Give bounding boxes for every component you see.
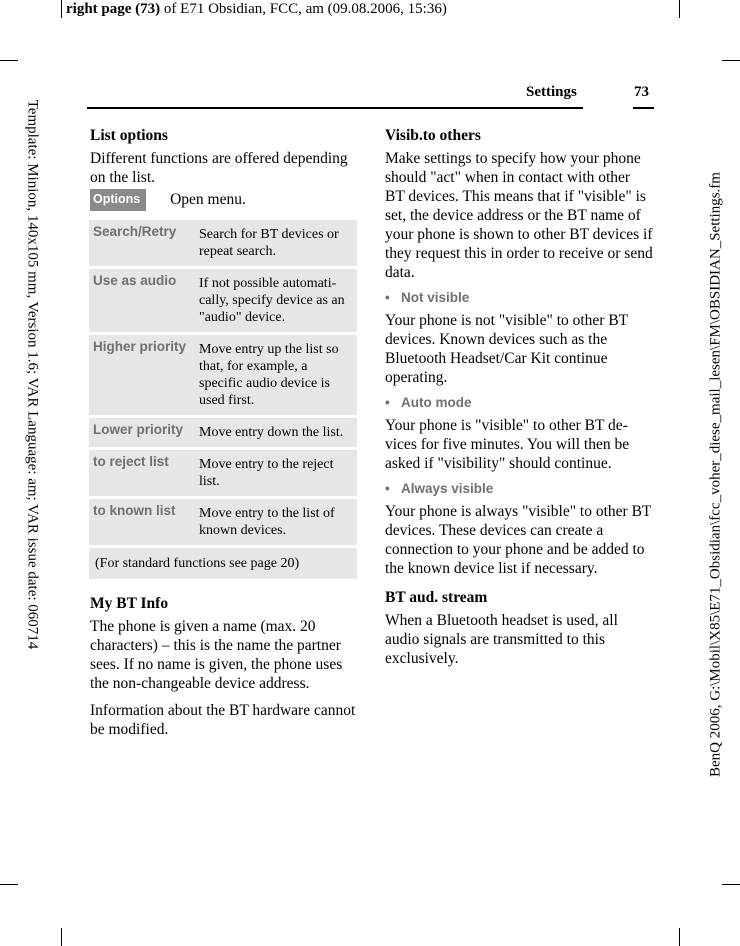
crop-mark [722,60,740,61]
crop-mark [61,928,62,946]
visib-intro: Make settings to specify how your phone should "act" when in contact with other BT devices. This means that if "visible" is set, the device address or the BT name of your phone is shown to other BT devices if they request this in order to receive or send data. [385,150,653,281]
running-title: Settings [526,84,577,100]
header-rule [87,107,654,109]
option-auto-mode[interactable] [385,395,653,410]
bullet: • [385,481,390,496]
option-desc: Move entry up the list so that, for example, a specific audio device is used first. [195,335,357,415]
crop-mark [679,928,680,946]
option-key[interactable]: to known list [89,499,195,545]
softkey-action: Open menu. [170,191,246,208]
table-row [89,548,357,579]
crop-mark [679,0,680,18]
softkey-line [90,189,358,211]
left-column [90,126,358,739]
table-row [89,450,357,496]
option-text: Your phone is always "visible" to other BT devices. These devices can create a connection to your phone and be added to the known device list if necessary. [385,503,652,577]
table-row [89,499,357,545]
options-table [89,217,357,582]
file-path: BenQ 2006, G:\Mobil\X85\E71_Obsidian\fcc_voher_diese_mail_lesen\FM\OBSIDIAN_Settings.fm [707,172,724,777]
option-always-visible[interactable] [385,481,653,496]
option-desc: Move entry to the reject list. [195,450,357,496]
option-text: Your phone is "visible" to other BT de-vices for five minutes. You will then be asked if "visibility" should continue. [385,417,630,472]
my-bt-info-text: The phone is given a name (max. 20 characters) – this is the name the partner sees. If no name is given, the phone uses the non-changeable device address. [90,618,343,692]
table-row [89,335,357,415]
table-row [89,418,357,447]
option-key[interactable]: to reject list [89,450,195,496]
my-bt-info-heading: My BT Info [90,595,169,612]
list-options-heading: List options [90,127,168,144]
option-name: Auto mode [401,395,472,410]
option-text: Your phone is not "visible" to other BT devices. Known devices such as the Bluetooth Headset/Car Kit continue operating. [385,312,628,386]
bullet: • [385,395,390,410]
table-row [89,269,357,332]
page-number: 73 [634,84,649,100]
header-rule-gap [583,106,633,110]
print-header-info: of E71 Obsidian, FCC, am (09.08.2006, 15:36) [160,1,447,17]
option-key[interactable]: Higher priority [89,335,195,415]
print-header [66,1,447,18]
crop-mark [0,60,18,61]
right-column [385,126,653,668]
bullet: • [385,290,390,305]
table-row [89,220,357,266]
bt-aud-stream-text: When a Bluetooth headset is used, all audio signals are transmitted to this exclusively. [385,612,618,667]
template-info: Template: Minion, 140x105 mm, Version 1.6; VAR Language: am; VAR issue date: 060714 [24,99,41,650]
list-options-intro: Different functions are offered depending on the list. [90,150,348,186]
crop-mark [61,0,62,18]
crop-mark [0,884,18,885]
crop-mark [722,884,740,885]
option-desc: Move entry down the list. [195,418,357,447]
option-desc: Move entry to the list of known devices. [195,499,357,545]
standard-functions-note: (For standard functions see page 20) [89,548,357,579]
option-name: Not visible [401,290,470,305]
option-key[interactable]: Use as audio [89,269,195,332]
print-header-page: right page (73) [66,1,161,17]
option-key[interactable]: Search/Retry [89,220,195,266]
option-desc: If not possible automati-cally, specify device as an "audio" device. [195,269,357,332]
bt-hardware-text: Information about the BT hardware cannot be modified. [90,702,356,738]
options-softkey[interactable]: Options [90,189,146,211]
option-desc: Search for BT devices or repeat search. [195,220,357,266]
visib-heading: Visib.to others [385,127,481,144]
option-key[interactable]: Lower priority [89,418,195,447]
option-name: Always visible [401,481,494,496]
bt-aud-stream-heading: BT aud. stream [385,589,488,606]
option-not-visible[interactable] [385,290,653,305]
